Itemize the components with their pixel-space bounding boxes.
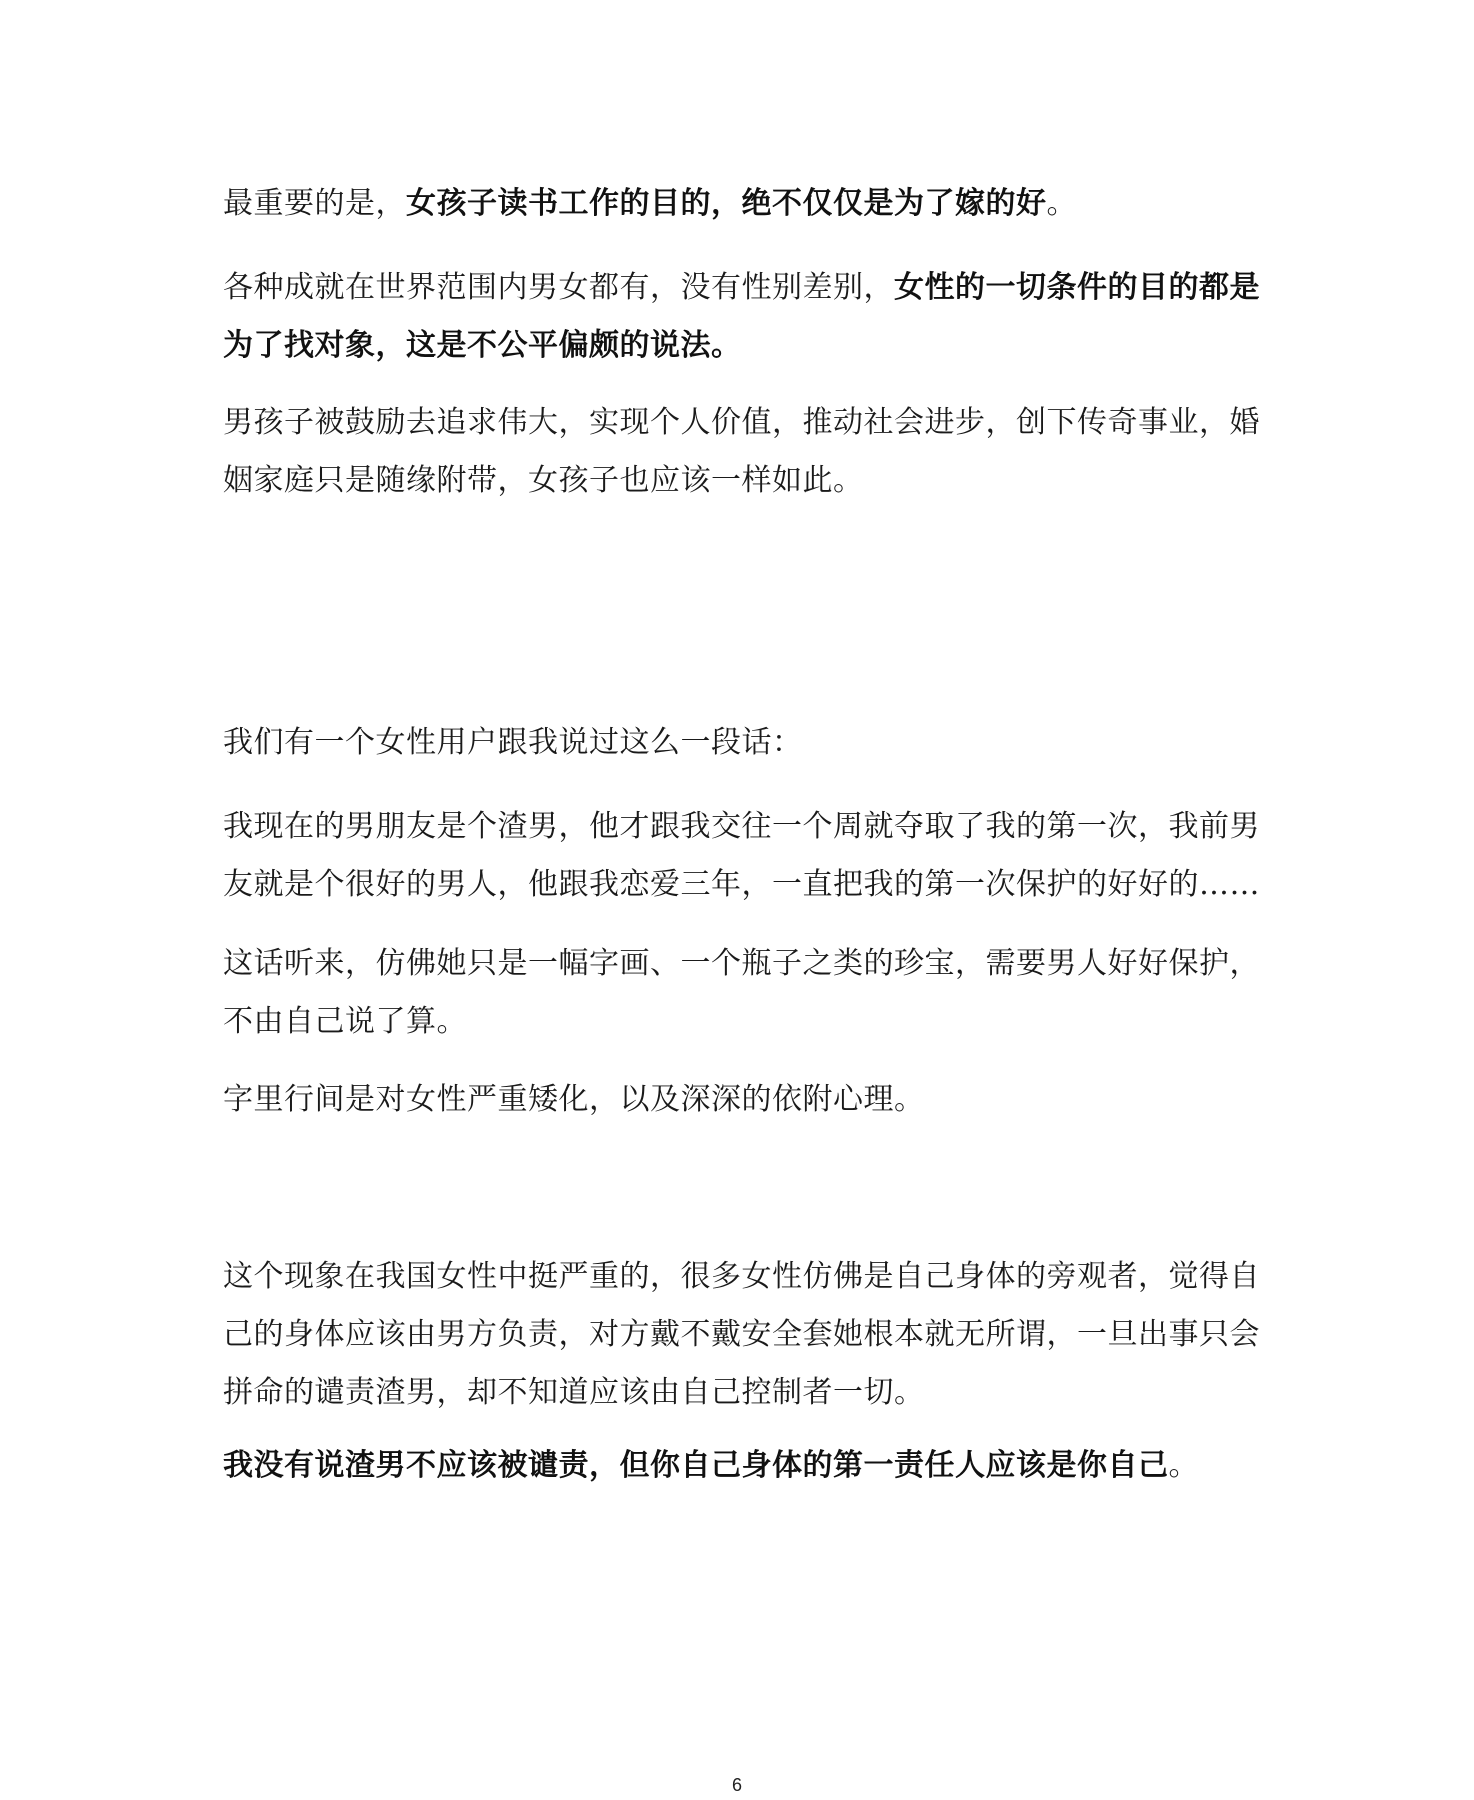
bold-emphasis: 女性的一切条件的目的都是为了找对象，这是不公平偏颇的说法。	[223, 270, 1260, 363]
paragraph-treasure-analogy	[223, 935, 1263, 1051]
page-number: 6	[731, 1775, 742, 1795]
paragraph-text: 这话听来，仿佛她只是一幅字画、一个瓶子之类的珍宝，需要男人好好保护，不由自己说了算。	[223, 946, 1260, 1039]
paragraph-text: 我们有一个女性用户跟我说过这么一段话：	[223, 725, 803, 760]
bold-emphasis: 我没有说渣男不应该被谴责，但你自己身体的第一责任人应该是你自己	[223, 1448, 1169, 1483]
paragraph-text: 。	[1046, 186, 1077, 221]
paragraph-boys-encouraged	[223, 394, 1263, 510]
bold-emphasis: 女孩子读书工作的目的，绝不仅仅是为了嫁的好	[406, 186, 1047, 221]
paragraph-bystander	[223, 1248, 1263, 1422]
paragraph-responsibility	[223, 1437, 1263, 1495]
paragraph-text: 男孩子被鼓励去追求伟大，实现个人价值，推动社会进步，创下传奇事业，婚姻家庭只是随缘附带，女孩子也应该一样如此。	[223, 405, 1260, 498]
paragraph-text: 这个现象在我国女性中挺严重的，很多女性仿佛是自己身体的旁观者，觉得自己的身体应该由男方负责，对方戴不戴安全套她根本就无所谓，一旦出事只会拼命的谴责渣男，却不知道应该由自己控制者一切。	[223, 1259, 1260, 1410]
paragraph-text: 。	[1168, 1448, 1199, 1483]
paragraph-user-quote	[223, 798, 1263, 914]
paragraph-dependency	[223, 1071, 1263, 1129]
paragraph-text: 字里行间是对女性严重矮化，以及深深的依附心理。	[223, 1082, 925, 1117]
paragraph-purpose	[223, 175, 1263, 233]
paragraph-user-quote-intro	[223, 714, 1263, 772]
paragraph-text: 各种成就在世界范围内男女都有，没有性别差别，	[223, 270, 894, 305]
paragraph-achievements	[223, 259, 1263, 375]
paragraph-text: 我现在的男朋友是个渣男，他才跟我交往一个周就夺取了我的第一次，我前男友就是个很好的男人，他跟我恋爱三年，一直把我的第一次保护的好好的……	[223, 809, 1260, 902]
paragraph-text: 最重要的是，	[223, 186, 406, 221]
